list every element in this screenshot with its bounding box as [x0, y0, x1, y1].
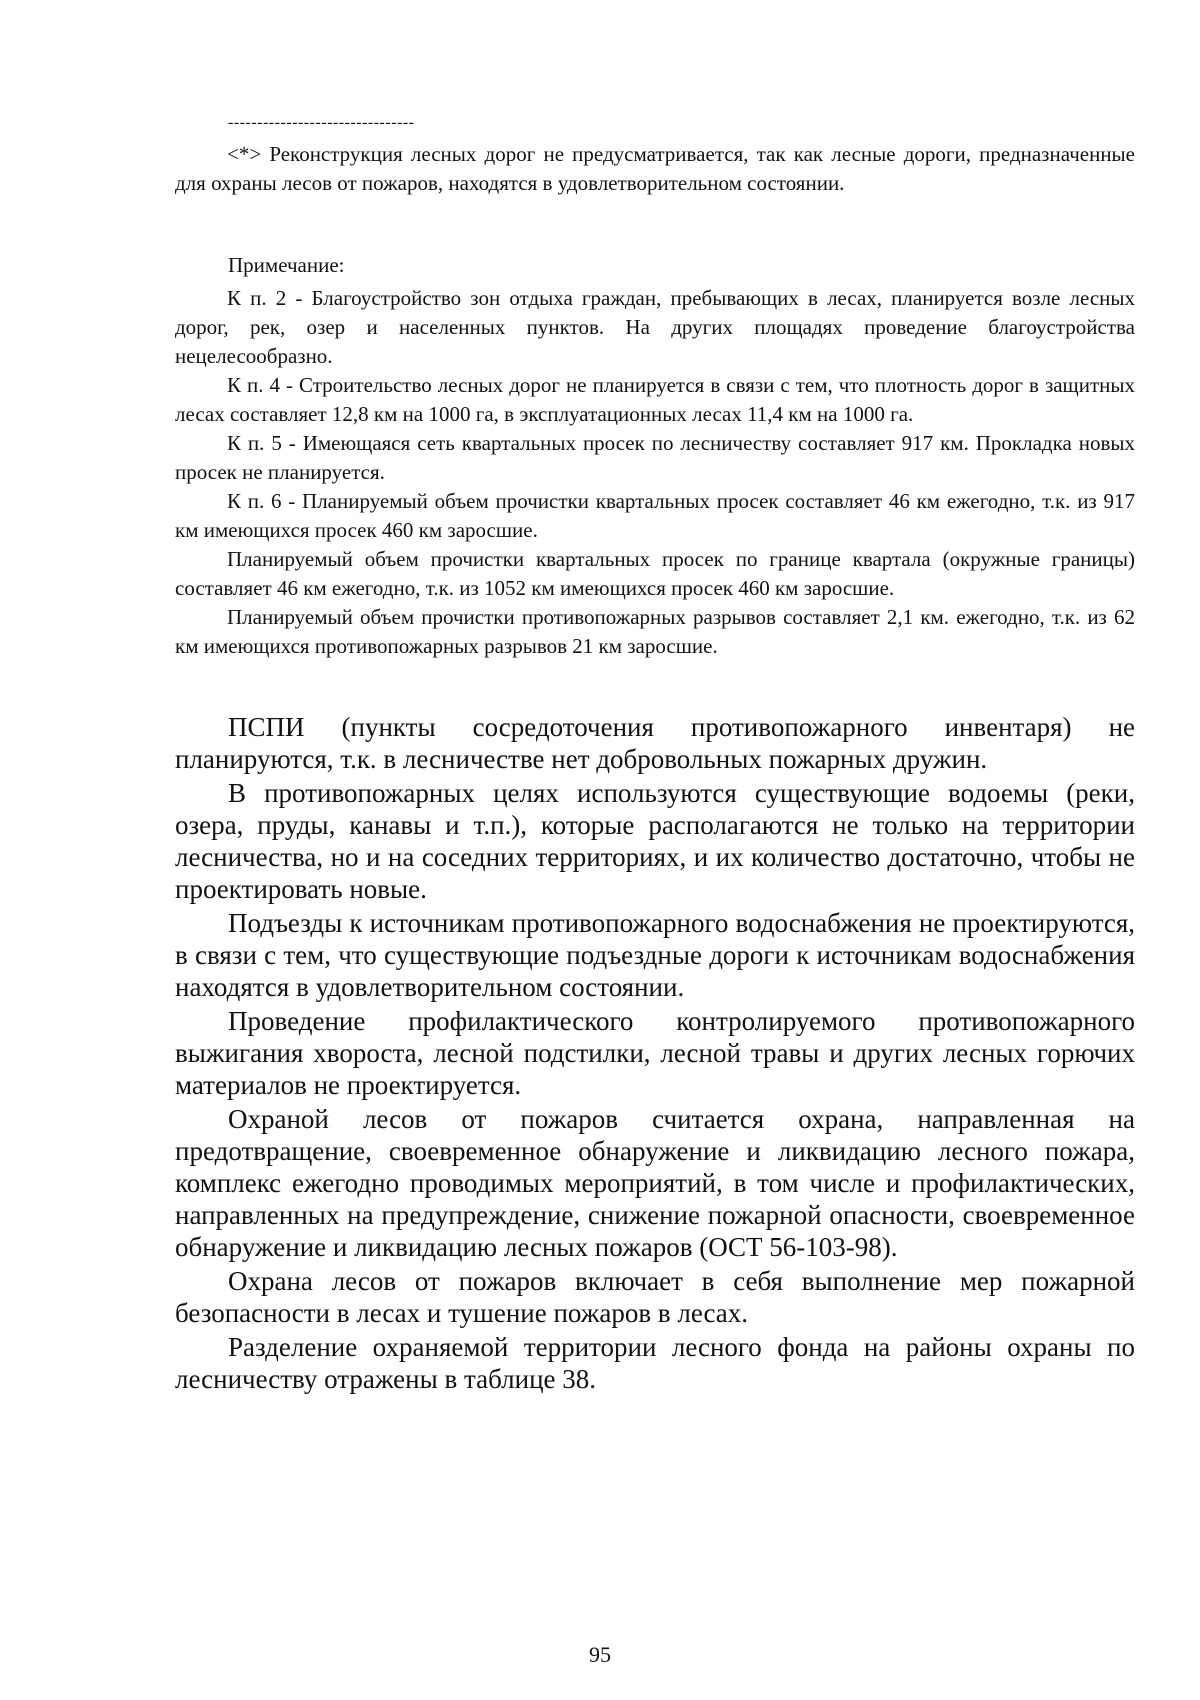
body-paragraph: Охрана лесов от пожаров включает в себя выполнение мер пожарной безопасности в лесах и тушение пожаров в лесах. — [175, 1266, 1135, 1328]
main-body — [175, 711, 1135, 1397]
body-paragraph: Разделение охраняемой территории лесного фонда на районы охраны по лесничеству отражены в таблице 38. — [175, 1332, 1135, 1394]
body-paragraph: Охраной лесов от пожаров считается охрана, направленная на предотвращение, своевременное обнаружение и ликвидацию лесного пожара, комплекс ежегодно проводимых мероприятий, в том числе и профилактических, направленных на предупреждение, снижение пожарной опасности, своевременное обнаружение и ликвидацию лесных пожаров (ОСТ 56-103-98). — [175, 1104, 1135, 1262]
body-paragraph: ПСПИ (пункты сосредоточения противопожарного инвентаря) не планируются, т.к. в лесничестве нет добровольных пожарных дружин. — [175, 712, 1135, 774]
body-paragraph: Подъезды к источникам противопожарного водоснабжения не проектируются, в связи с тем, что существующие подъездные дороги к источникам водоснабжения находятся в удовлетворительном состоянии. — [175, 908, 1135, 1002]
notes-title: Примечание: — [228, 253, 345, 277]
note-item: К п. 6 - Планируемый объем прочистки квартальных просек составляет 46 км ежегодно, т.к. из 917 км имеющихся просек 460 км заросшие. — [175, 489, 1135, 542]
footnote-text: <*> Реконструкция лесных дорог не предусматривается, так как лесные дороги, предназначенные для охраны лесов от пожаров, находятся в удовлетворительном состоянии. — [175, 142, 1135, 195]
notes-list — [175, 284, 1135, 661]
page-number: 95 — [589, 1642, 611, 1667]
note-item: К п. 2 - Благоустройство зон отдыха граждан, пребывающих в лесах, планируется возле лесных дорог, рек, озер и населенных пунктов. На других площадях проведение благоустройства нецелесообразно. — [175, 286, 1135, 368]
note-item: Планируемый объем прочистки противопожарных разрывов составляет 2,1 км. ежегодно, т.к. из 62 км имеющихся противопожарных разрывов 21 км заросшие. — [175, 605, 1135, 658]
body-paragraph: В противопожарных целях используются существующие водоемы (реки, озера, пруды, канавы и т.п.), которые располагаются не только на территории лесничества, но и на соседних территориях, и их количество достаточно, чтобы не проектировать новые. — [175, 778, 1135, 904]
note-item: К п. 5 - Имеющаяся сеть квартальных просек по лесничеству составляет 917 км. Прокладка новых просек не планируется. — [175, 431, 1135, 484]
note-item: Планируемый объем прочистки квартальных просек по границе квартала (окружные границы) составляет 46 км ежегодно, т.к. из 1052 км имеющихся просек 460 км заросшие. — [175, 547, 1135, 600]
body-paragraph: Проведение профилактического контролируемого противопожарного выжигания хвороста, лесной подстилки, лесной травы и других лесных горючих материалов не проектируется. — [175, 1006, 1135, 1100]
footnote — [175, 140, 1135, 198]
footnote-separator: -------------------------------- — [228, 114, 415, 131]
note-item: К п. 4 - Строительство лесных дорог не планируется в связи с тем, что плотность дорог в защитных лесах составляет 12,8 км на 1000 га, в эксплуатационных лесах 11,4 км на 1000 га. — [175, 373, 1135, 426]
